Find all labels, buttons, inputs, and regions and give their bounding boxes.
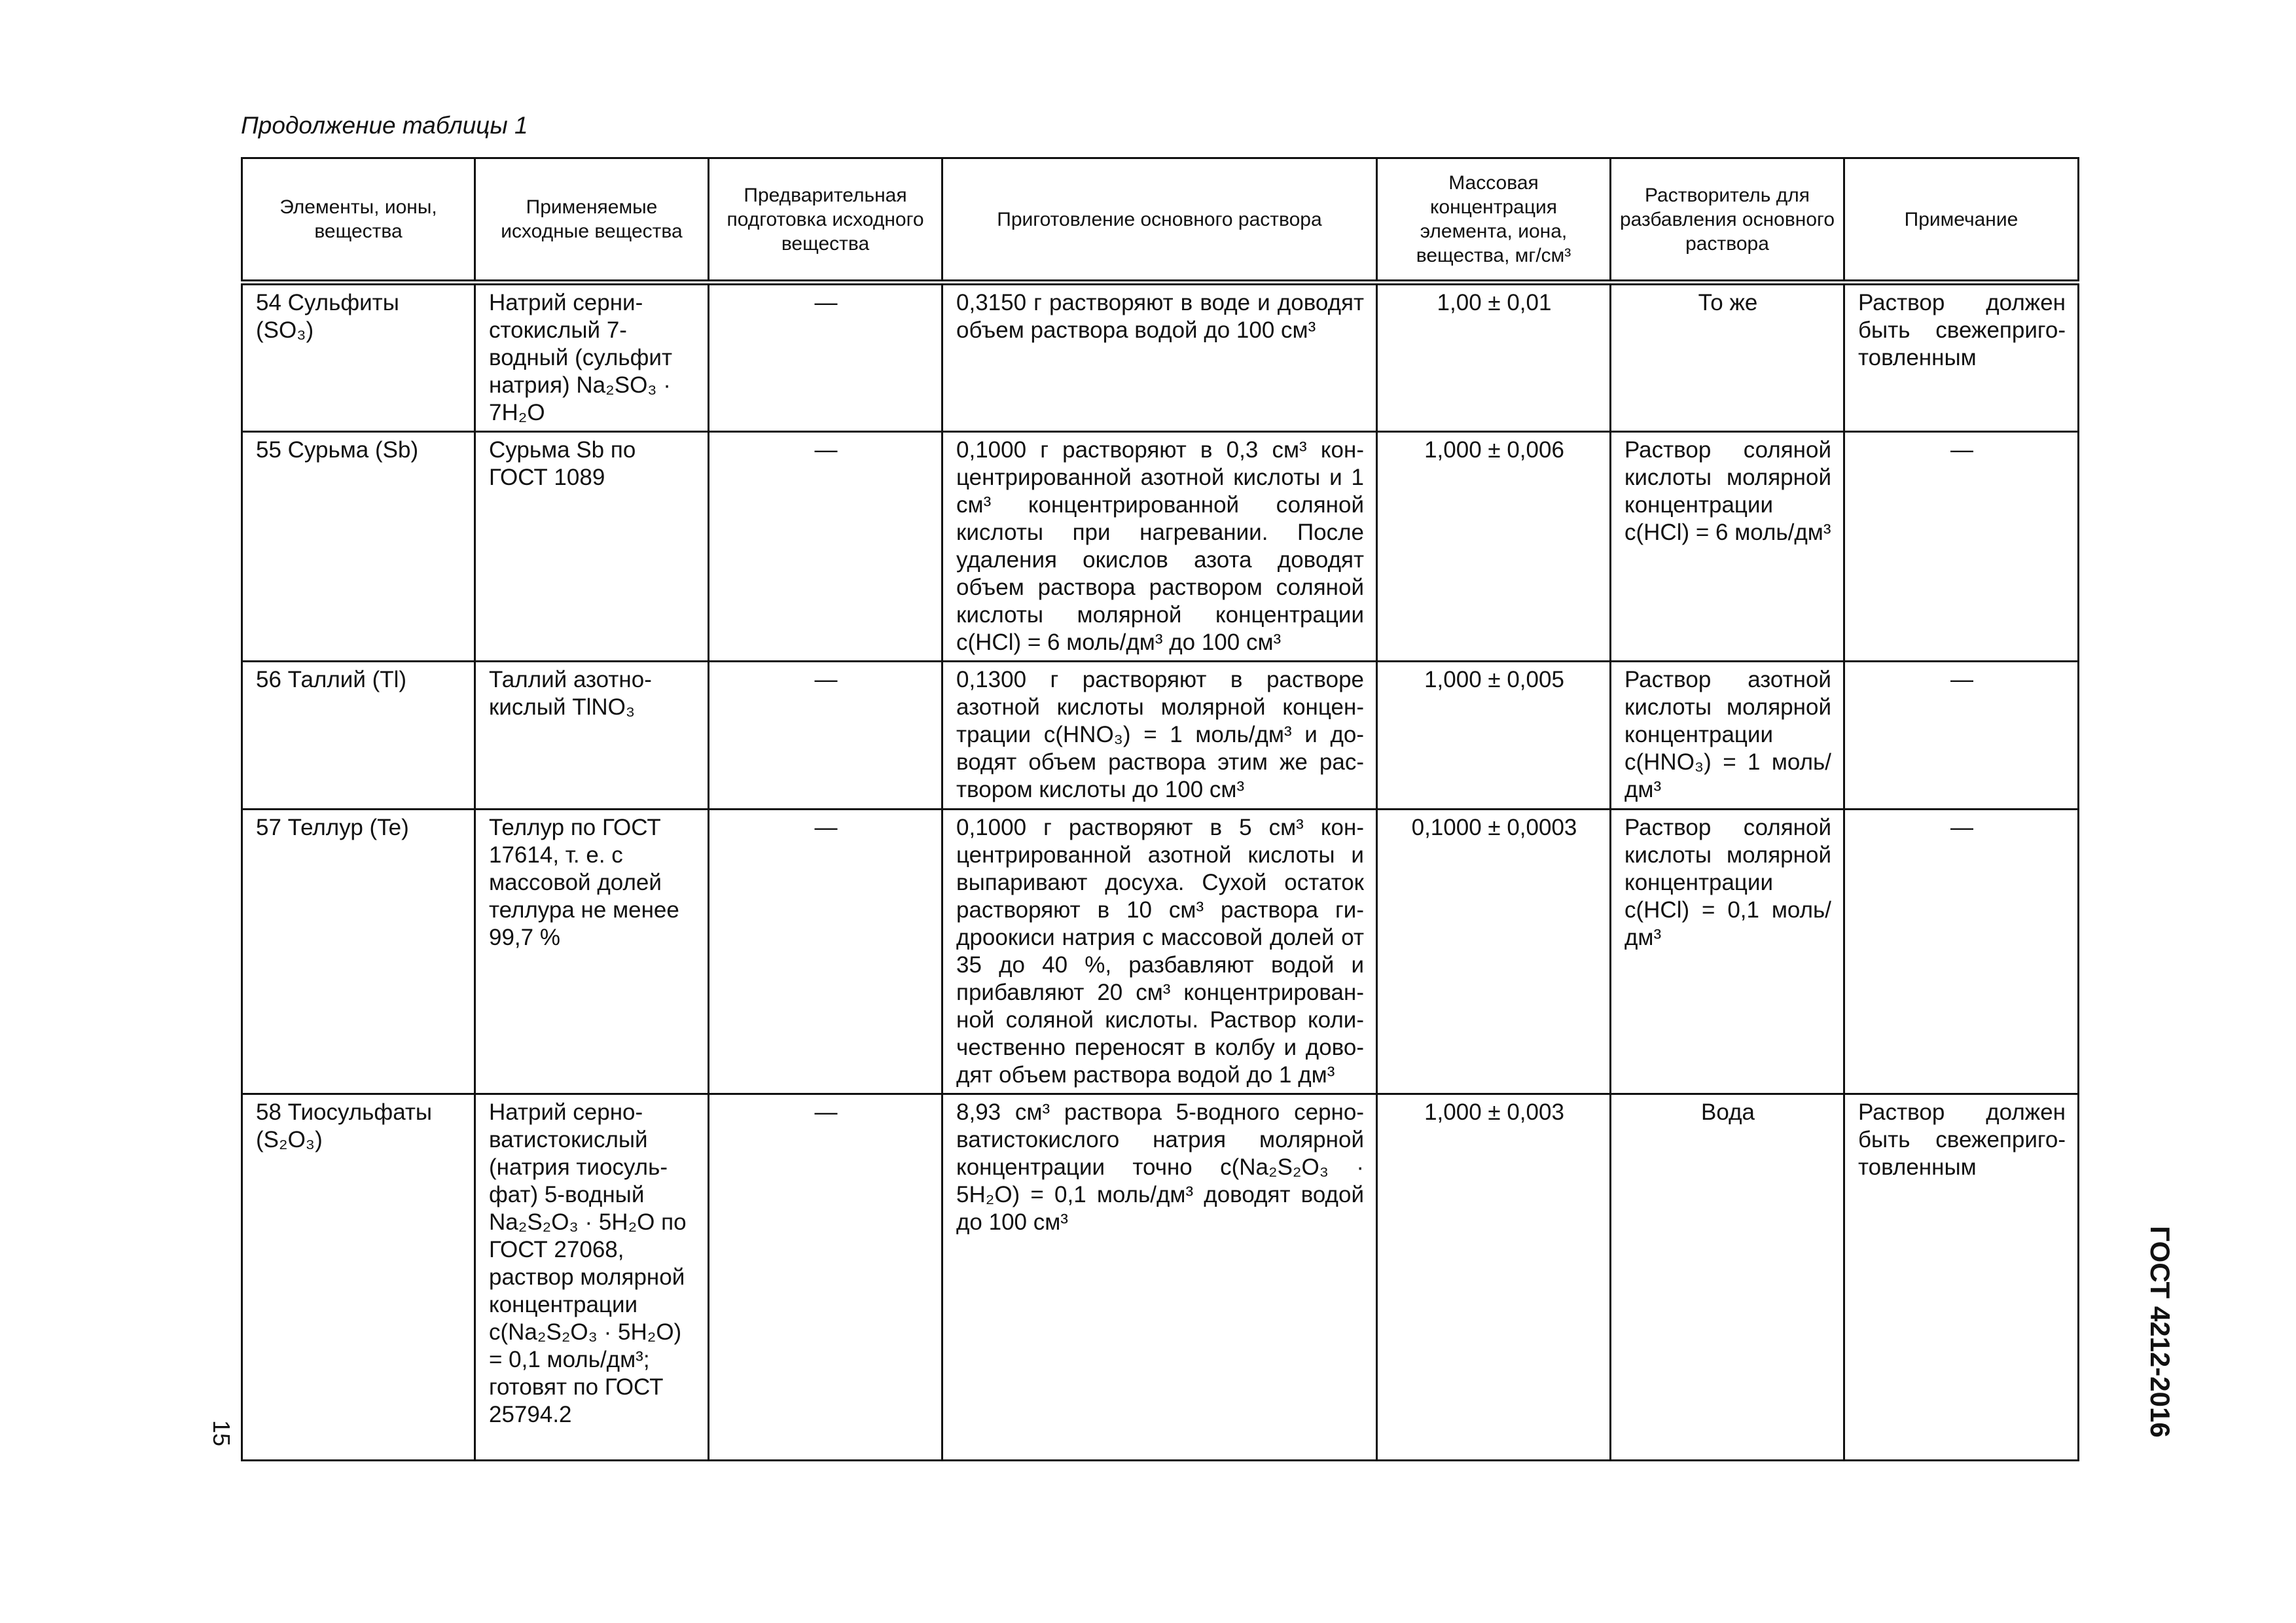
table-row bbox=[242, 1094, 2079, 1461]
cell-element: 58 Тиосульфаты (S₂O₃) bbox=[242, 1094, 475, 1461]
table-row bbox=[242, 662, 2079, 810]
header-preparation: Приготовление основного раствора bbox=[942, 158, 1377, 283]
cell-source: Натрий серноватистокислый (натрия тиосульфат) 5-водный Na₂S₂O₃ · 5H₂O по ГОСТ 27068, раствор молярной концентрации c(Na₂S₂O₃ · 5H₂O) = 0,1 моль/дм³; готовят по ГОСТ 25794.2 bbox=[475, 1094, 709, 1461]
cell-concentration: 1,000 ± 0,006 bbox=[1377, 432, 1611, 662]
header-element: Элементы, ионы, вещества bbox=[242, 158, 475, 283]
cell-note: Раствор должен быть свежеприготовленным bbox=[1844, 283, 2079, 432]
cell-pretreatment: — bbox=[709, 810, 942, 1094]
cell-preparation: 0,3150 г растворяют в воде и доводят объем раствора водой до 100 см³ bbox=[942, 283, 1377, 432]
cell-concentration: 0,1000 ± 0,0003 bbox=[1377, 810, 1611, 1094]
cell-note: — bbox=[1844, 662, 2079, 810]
cell-concentration: 1,000 ± 0,003 bbox=[1377, 1094, 1611, 1461]
cell-source: Теллур по ГОСТ 17614, т. е. с массовой долей теллура не менее 99,7 % bbox=[475, 810, 709, 1094]
cell-note: Раствор должен быть свежеприготовленным bbox=[1844, 1094, 2079, 1461]
cell-note: — bbox=[1844, 432, 2079, 662]
cell-solvent: Вода bbox=[1611, 1094, 1844, 1461]
table-header-row bbox=[242, 158, 2079, 283]
header-concentration: Массовая концентрация элемента, иона, вещества, мг/см³ bbox=[1377, 158, 1611, 283]
table-caption: Продолжение таблицы 1 bbox=[241, 112, 528, 139]
cell-source: Таллий азотнокислый TlNO₃ bbox=[475, 662, 709, 810]
cell-pretreatment: — bbox=[709, 1094, 942, 1461]
cell-note: — bbox=[1844, 810, 2079, 1094]
header-pretreatment: Предварительная подготовка исходного вещества bbox=[709, 158, 942, 283]
header-source: Применяемые исходные вещества bbox=[475, 158, 709, 283]
standard-code: ГОСТ 4212-2016 bbox=[2145, 1226, 2176, 1438]
cell-preparation: 0,1000 г растворяют в 5 см³ концентрированной азотной кислоты и выпаривают досуха. Сухой остаток растворяют в 10 см³ раствора гидроокиси натрия с массовой долей от 35 до 40 %, разбавляют водой и прибавляют 20 см³ концентрированной соляной кислоты. Раствор количественно переносят в колбу и доводят объем раствора водой до 1 дм³ bbox=[942, 810, 1377, 1094]
cell-concentration: 1,000 ± 0,005 bbox=[1377, 662, 1611, 810]
reagents-table bbox=[241, 157, 2079, 1461]
header-solvent: Растворитель для разбавления основного раствора bbox=[1611, 158, 1844, 283]
cell-element: 56 Таллий (Tl) bbox=[242, 662, 475, 810]
cell-pretreatment: — bbox=[709, 662, 942, 810]
cell-solvent: То же bbox=[1611, 283, 1844, 432]
cell-preparation: 0,1000 г растворяют в 0,3 см³ концентрированной азотной кислоты и 1 см³ концентрированной соляной кислоты при нагревании. После удаления окислов азота доводят объем раствора раствором соляной кислоты молярной концентрации c(HCl) = 6 моль/дм³ до 100 см³ bbox=[942, 432, 1377, 662]
cell-element: 57 Теллур (Te) bbox=[242, 810, 475, 1094]
cell-element: 55 Сурьма (Sb) bbox=[242, 432, 475, 662]
page-number: 15 bbox=[208, 1419, 235, 1447]
cell-solvent: Раствор азотной кислоты молярной концентрации c(HNO₃) = 1 моль/дм³ bbox=[1611, 662, 1844, 810]
cell-element: 54 Сульфиты (SO₃) bbox=[242, 283, 475, 432]
cell-preparation: 8,93 см³ раствора 5-водного серноватистокислого натрия молярной концентрации точно c(Na₂S₂O₃ · 5H₂O) = 0,1 моль/дм³ доводят водой до 100 см³ bbox=[942, 1094, 1377, 1461]
header-note: Примечание bbox=[1844, 158, 2079, 283]
cell-preparation: 0,1300 г растворяют в растворе азотной кислоты молярной концентрации c(HNO₃) = 1 моль/дм³ и доводят объем раствора этим же раствором кислоты до 100 см³ bbox=[942, 662, 1377, 810]
cell-pretreatment: — bbox=[709, 432, 942, 662]
cell-solvent: Раствор соляной кислоты молярной концентрации c(HCl) = 6 моль/дм³ bbox=[1611, 432, 1844, 662]
cell-pretreatment: — bbox=[709, 283, 942, 432]
cell-solvent: Раствор соляной кислоты молярной концентрации c(HCl) = 0,1 моль/дм³ bbox=[1611, 810, 1844, 1094]
table-row bbox=[242, 810, 2079, 1094]
cell-source: Сурьма Sb по ГОСТ 1089 bbox=[475, 432, 709, 662]
table-row bbox=[242, 432, 2079, 662]
cell-concentration: 1,00 ± 0,01 bbox=[1377, 283, 1611, 432]
cell-source: Натрий сернистокислый 7-водный (сульфит натрия) Na₂SO₃ · 7H₂O bbox=[475, 283, 709, 432]
table-row bbox=[242, 283, 2079, 432]
